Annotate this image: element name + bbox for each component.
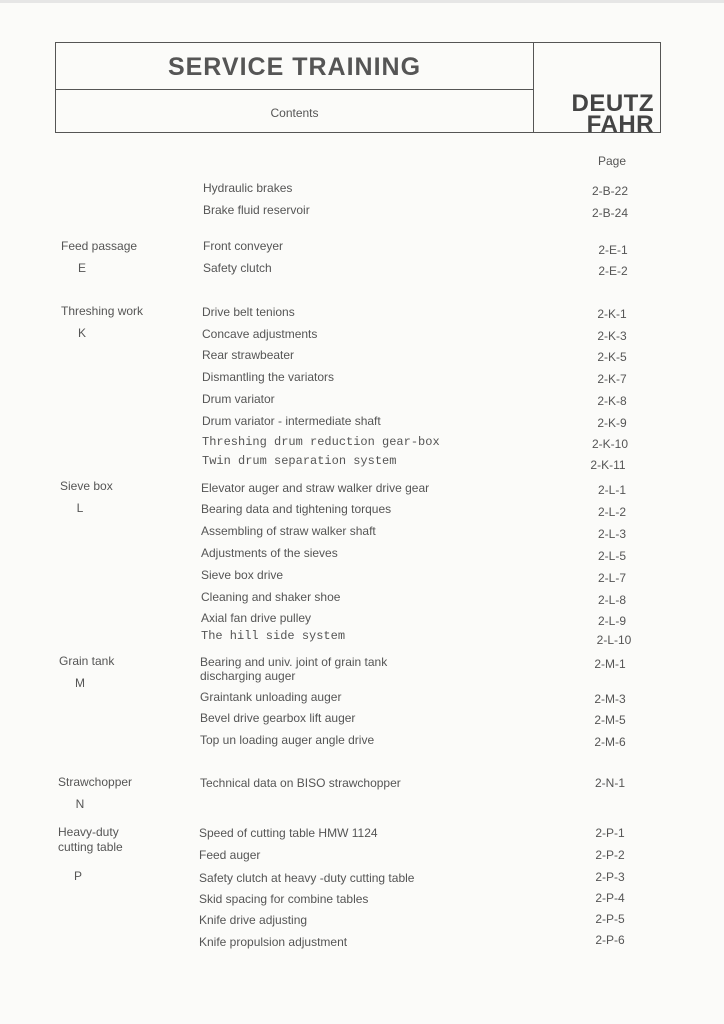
toc-item-title: Cleaning and shaker shoe xyxy=(201,590,341,604)
deutz-fahr-logo xyxy=(571,90,655,138)
toc-item-title: Graintank unloading auger xyxy=(200,690,342,704)
page-title: SERVICE TRAINING xyxy=(167,53,422,81)
section-code: E xyxy=(77,261,86,275)
toc-item-title: Top un loading auger angle drive xyxy=(200,733,375,747)
toc-item-page: 2-K-5 xyxy=(597,350,627,364)
toc-item-page: 2-L-8 xyxy=(597,593,626,607)
page-subtitle: Contents xyxy=(270,106,319,120)
toc-item-title: Safety clutch xyxy=(203,261,272,275)
toc-item-page: 2-L-10 xyxy=(596,633,632,647)
toc-item-title: Speed of cutting table HMW 1124 xyxy=(199,826,378,840)
toc-item-page: 2-P-2 xyxy=(595,848,625,862)
toc-item-page: 2-E-1 xyxy=(598,243,628,257)
section-code: K xyxy=(77,326,86,340)
toc-item-page: 2-K-11 xyxy=(590,458,626,472)
toc-item-page: 2-P-1 xyxy=(595,826,625,840)
toc-item-title: Safety clutch at heavy -duty cutting table xyxy=(199,871,415,885)
section-code: M xyxy=(75,676,85,690)
header-left-panel xyxy=(56,43,534,132)
toc-item-page: 2-K-3 xyxy=(597,329,627,343)
logo-line-1: DEUTZ xyxy=(571,90,654,117)
toc-item-page: 2-K-1 xyxy=(597,307,627,321)
toc-item-title: Assembling of straw walker shaft xyxy=(201,524,376,538)
section-code: P xyxy=(73,869,82,883)
toc-item-title: Knife propulsion adjustment xyxy=(199,935,348,949)
toc-item-title: Drive belt tenions xyxy=(202,305,295,319)
section-name: Heavy-duty xyxy=(58,825,119,839)
section-code: N xyxy=(75,797,85,811)
toc-item-title: Drum variator - intermediate shaft xyxy=(202,414,381,428)
toc-item-page: 2-K-8 xyxy=(597,394,627,408)
logo-line-2: FAHR xyxy=(586,111,654,138)
section-code: L xyxy=(76,501,84,515)
page-column-label: Page xyxy=(598,154,627,168)
toc-item-page: 2-L-9 xyxy=(597,614,626,628)
toc-item-title: Sieve box drive xyxy=(201,568,284,582)
toc-item-page: 2-M-6 xyxy=(594,735,626,749)
toc-item-title: Dismantling the variators xyxy=(202,370,335,384)
toc-item-page: 2-K-9 xyxy=(597,416,627,430)
toc-item-page: 2-B-22 xyxy=(591,184,629,198)
section-name: Threshing work xyxy=(61,304,144,318)
toc-item-title: Knife drive adjusting xyxy=(199,913,308,927)
toc-item-title: Drum variator xyxy=(202,392,275,406)
toc-item-page: 2-L-5 xyxy=(597,549,626,563)
toc-item-page: 2-P-3 xyxy=(595,870,625,884)
toc-item-title: Bearing data and tightening torques xyxy=(201,502,392,516)
toc-item-page: 2-P-4 xyxy=(595,891,625,905)
toc-item-title: Concave adjustments xyxy=(202,327,318,341)
toc-item-page: 2-L-7 xyxy=(597,571,626,585)
toc-item-title: Bearing and univ. joint of grain tank xyxy=(200,655,388,669)
toc-item-page: 2-L-2 xyxy=(597,505,626,519)
section-name: Feed passage xyxy=(61,239,138,253)
toc-item-title: Technical data on BISO strawchopper xyxy=(200,776,401,790)
toc-item-page: 2-P-5 xyxy=(595,912,625,926)
toc-item-page: 2-E-2 xyxy=(598,264,628,278)
toc-item-title: The hill side system xyxy=(201,629,346,643)
toc-item-page: 2-P-6 xyxy=(595,933,625,947)
toc-item-page: 2-K-10 xyxy=(591,437,629,451)
toc-item-title: Brake fluid reservoir xyxy=(203,203,310,217)
toc-item-title: Feed auger xyxy=(199,848,261,862)
toc-item-title: Twin drum separation system xyxy=(202,454,397,468)
toc-item-title: Elevator auger and straw walker drive gear xyxy=(201,481,430,495)
toc-item-title-cont: discharging auger xyxy=(200,669,296,683)
toc-item-page: 2-K-7 xyxy=(597,372,627,386)
toc-item-page: 2-M-3 xyxy=(594,692,626,706)
section-name-cont: cutting table xyxy=(58,840,123,854)
toc-item-page: 2-N-1 xyxy=(594,776,625,790)
toc-item-title: Axial fan drive pulley xyxy=(201,611,312,625)
toc-item-title: Adjustments of the sieves xyxy=(201,546,338,560)
header-box xyxy=(55,42,661,138)
toc-item-page: 2-L-3 xyxy=(597,527,626,541)
toc-item-title: Rear strawbeater xyxy=(202,348,295,362)
section-name: Grain tank xyxy=(59,654,115,668)
toc-item-page: 2-M-1 xyxy=(594,657,626,671)
header-divider xyxy=(56,89,533,90)
toc-item-title: Front conveyer xyxy=(203,239,284,253)
toc-item-title: Threshing drum reduction gear-box xyxy=(202,435,440,449)
section-name: Sieve box xyxy=(60,479,113,493)
toc-item-page: 2-L-1 xyxy=(597,483,626,497)
scan-edge xyxy=(0,0,724,3)
toc-item-page: 2-B-24 xyxy=(591,206,629,220)
toc-item-title: Skid spacing for combine tables xyxy=(199,892,369,906)
toc-item-title: Hydraulic brakes xyxy=(203,181,293,195)
toc-item-title: Bevel drive gearbox lift auger xyxy=(200,711,356,725)
toc-item-page: 2-M-5 xyxy=(594,713,626,727)
section-name: Strawchopper xyxy=(58,775,133,789)
